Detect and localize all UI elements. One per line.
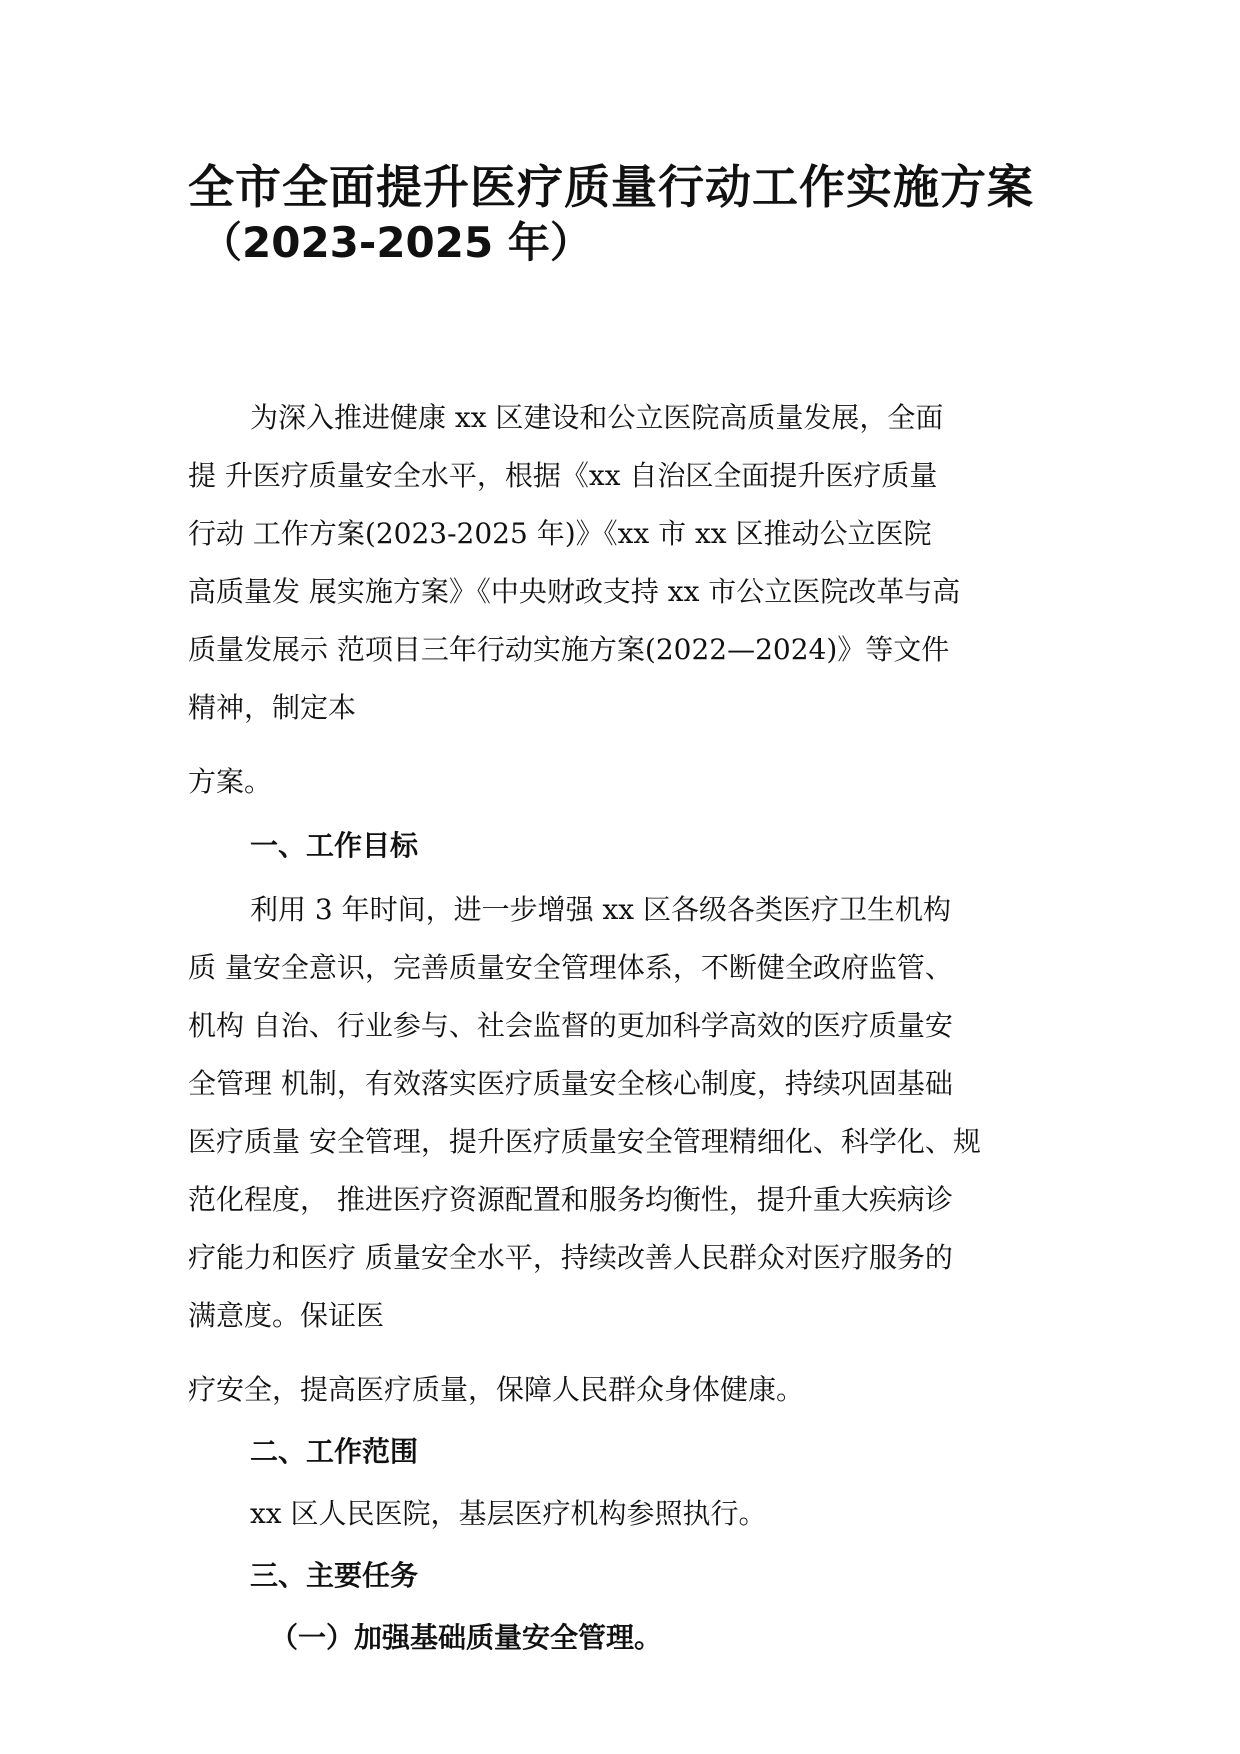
goals-line: 利用 3 年时间，进一步增强 xx 区各级各类医疗卫生机构 [250, 893, 952, 926]
section-heading-tasks: 三、主要任务 [250, 1559, 419, 1592]
goals-line: 满意度。保证医 [188, 1299, 385, 1332]
intro-line: 精神，制定本 [188, 691, 357, 724]
intro-line: 提 升医疗质量安全水平，根据《xx 自治区全面提升医疗质量 [188, 459, 938, 492]
goals-line: 疗安全，提高医疗质量，保障人民群众身体健康。 [188, 1373, 805, 1406]
task-subheading-1: （一）加强基础质量安全管理。 [270, 1621, 663, 1654]
intro-line: 方案。 [188, 765, 273, 798]
goals-line: 质 量安全意识，完善质量安全管理体系，不断健全政府监管、 [188, 951, 953, 984]
intro-line: 行动 工作方案(2023-2025 年)》《xx 市 xx 区推动公立医院 [188, 517, 932, 550]
goals-line: 疗能力和医疗 质量安全水平，持续改善人民群众对医疗服务的 [188, 1241, 953, 1274]
section-heading-goals: 一、工作目标 [250, 829, 419, 862]
section-heading-scope: 二、工作范围 [250, 1435, 419, 1468]
goals-line: 机构 自治、行业参与、社会监督的更加科学高效的医疗质量安 [188, 1009, 953, 1042]
document-title-years: （2023-2025 年） [200, 218, 592, 267]
scope-text: xx 区人民医院，基层医疗机构参照执行。 [250, 1497, 767, 1530]
document-title: 全市全面提升医疗质量行动工作实施方案 [188, 160, 1034, 214]
goals-line: 范化程度， 推进医疗资源配置和服务均衡性，提升重大疾病诊 [188, 1183, 953, 1216]
intro-line: 高质量发 展实施方案》《中央财政支持 xx 市公立医院改革与高 [188, 575, 961, 608]
goals-line: 全管理 机制，有效落实医疗质量安全核心制度，持续巩固基础 [188, 1067, 953, 1100]
intro-line: 为深入推进健康 xx 区建设和公立医院高质量发展，全面 [250, 401, 944, 434]
goals-line: 医疗质量 安全管理，提升医疗质量安全管理精细化、科学化、规 [188, 1125, 981, 1158]
intro-line: 质量发展示 范项目三年行动实施方案(2022—2024)》等文件 [188, 633, 950, 666]
